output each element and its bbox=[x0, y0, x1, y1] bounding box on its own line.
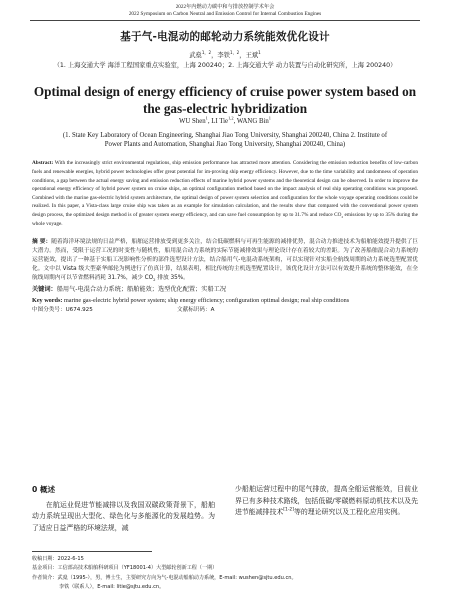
header-line-zh: 2022年内燃动力碳中和与排放控制学术年会 bbox=[175, 4, 275, 10]
header-line-en: 2022 Symposium on Carbon Neutral and Emission Control for Internal Combustion Engines bbox=[128, 11, 322, 18]
author-1-en: WU Shen bbox=[179, 118, 206, 126]
document-code-value: A bbox=[210, 307, 215, 314]
clc-number bbox=[32, 305, 93, 313]
section-0-text-right: 少船舶运营过程中的尾气排放，提高全船运营能效，目前业界已有多种技术路线，包括低碳/零碳燃料原动机技术以及先进节能减排技术 bbox=[235, 485, 418, 517]
abstract-en-label: Abstract: bbox=[32, 160, 54, 167]
affiliation-zh: （1. 上海交通大学 海洋工程国家重点实验室，上海 200240；2. 上海交通大学 动力装置与自动化研究所，上海 200240） bbox=[53, 62, 397, 70]
section-0-paragraph-right bbox=[235, 484, 418, 519]
keywords-zh-label: 关键词： bbox=[32, 285, 57, 293]
keywords-zh-text: 船用气-电混合动力系统；船舶能效；选型优化配置；实船工况 bbox=[56, 285, 227, 293]
left-column bbox=[32, 484, 215, 534]
author-3-en: WANG Bin bbox=[236, 118, 269, 126]
abstract-zh-co2-sub: 2 bbox=[153, 277, 156, 282]
document-code bbox=[177, 305, 214, 313]
abstract-en-text-end: emissions by up to 35% during the whole voyage. bbox=[32, 211, 418, 227]
authors-zh: 武燊$^{1,2}$，李铁$^{1,2}$，王斌$^1$ bbox=[189, 50, 261, 60]
abstract-en-co2-sub: 2 bbox=[341, 215, 344, 220]
right-column bbox=[235, 484, 418, 519]
author-2-zh: 李铁 bbox=[217, 52, 230, 60]
footnote-received: 收稿日期：2022-6-15 bbox=[32, 556, 84, 562]
abstract-zh-text-end: 排放 35%。 bbox=[155, 274, 189, 281]
author-3-en-affil: 1 bbox=[268, 116, 271, 122]
abstract-zh bbox=[32, 238, 418, 283]
footnote-author-info: 作者简介：武燊（1995-），男，博士生，主要研究方向为气-电混动船舶动力系统，E-mail: wushen@sjtu.edu.cn。 bbox=[32, 574, 297, 581]
author-1-en-affil: 1 bbox=[205, 116, 208, 122]
author-2-en: LI Tie bbox=[211, 118, 229, 126]
section-0-paragraph-left: 在航运业促进节能减排以及我国双碳政策背景下，船舶动力系统呈现出大型化、绿色化与多能源化的发展趋势。为了适应日益严格的环境法规，减 bbox=[32, 500, 215, 532]
author-3-zh-affil: 1 bbox=[258, 50, 261, 56]
keywords-zh bbox=[32, 285, 418, 294]
keywords-en-label: Key words: bbox=[32, 296, 63, 304]
header-rule bbox=[30, 20, 420, 21]
author-1-zh: 武燊 bbox=[189, 52, 202, 60]
classification-line bbox=[32, 305, 418, 314]
title-zh: 基于气-电混动的邮轮动力系统能效优化设计 bbox=[120, 31, 330, 44]
section-0-text-right-end: 等的理论研究以及工程化应用实例。 bbox=[294, 508, 405, 517]
author-2-zh-affil: 1，2 bbox=[229, 50, 240, 56]
citation-ref: [1-2] bbox=[283, 507, 295, 513]
author-2-en-affil: 1,2 bbox=[228, 116, 234, 122]
abstract-zh-text: 随着海洋环境法规的日益严格，船舶运营排放受到更多关注，结合低碳燃料与可再生能源的减排优势，混合动力推进技术为船舶能效提升提供了巨大潜力。然而，受限于运营工况的时变性与随机性，船用混合动力系统的实际节能减排效果与理论设计存在着较大的差距。为了改善船舶混合动力系统的运营能效，提出了一种基于实船工况影响性分析的部件选型设计方法，结合船用气-电混动系统架构，可以实现针对实船全航线周期的动力系统选型配置优化。文中以 Vista 级大型豪华邮轮为例进行了仿真计算，结果表明，相比传统的主机选型配置设计，该优化设计方法可以有效提升系统的整体能效，在全航线周期内可以节省燃料消耗 31.7%，减少 CO bbox=[32, 239, 418, 281]
authors-en: WU Shen$^1$, LI Tie$^{1,2}$, WANG Bin$^1$ bbox=[179, 116, 271, 126]
author-1-zh-affil: 1，2 bbox=[201, 50, 212, 56]
section-0-heading: 0 概述 bbox=[32, 485, 56, 494]
keywords-en-text: marine gas-electric hybrid power system; ship energy efficiency; configuration optimal design; real ship conditions bbox=[62, 296, 350, 304]
title-en: Optimal design of energy efficiency of cruise power system based on the gas-electric hybridization bbox=[33, 84, 417, 117]
clc-value: U674.925 bbox=[65, 307, 93, 314]
author-3-zh: 王斌 bbox=[245, 52, 259, 60]
abstract-en-text: With the increasingly strict environmental regulations, ship emission performance has attracted more attention. Considering the emission reduction benefits of low-carbon fuels and renewable energies, hybrid power technologies offer great potential for im-proving ship energy efficiency. However, due to the time variability and randomness of operation conditions, a gap between the actual energy saving and emission reduction effects of marine hybrid power systems and the theoretical design can be observed. In order to improve the operational energy efficiency of hybrid power system on cruise ships, an optimal configuration method based on the impact analysis of real ship operating conditions was proposed. Combined with the marine gas-electric hybrid system architecture, the optimal design of power system selection and configuration for the whole voyage operating conditions could be realized. In this paper, a Vista-class large cruise ship was taken as an example for simulation calculation, and the results show that compared with the conventional power system design process, the optimized design method is of greater system energy efficiency, and can save fuel consumption by up to 31.7% and reduce CO bbox=[32, 160, 418, 218]
clc-label: 中图分类号： bbox=[32, 307, 66, 314]
footnote-fund: 基金项目：工信部高技术船舶科研项目（YF18001-4）大型邮轮创新工程（一期） bbox=[32, 565, 218, 572]
affiliation-en: (1. State Key Laboratory of Ocean Engineering, Shanghai Jiao Tong University, Shanghai 200240, China 2. Institute of Power Plants and Automation, Shanghai Jiao Tong University, Shanghai 200240, China) bbox=[62, 132, 388, 149]
keywords-en bbox=[32, 297, 418, 306]
footnote-contact: 李铁（联系人），E-mail: litie@sjtu.edu.cn。 bbox=[59, 583, 165, 590]
abstract-zh-label: 摘 要： bbox=[32, 239, 52, 246]
running-header bbox=[0, 4, 450, 18]
footnotes bbox=[32, 551, 418, 592]
abstract-en bbox=[32, 159, 418, 228]
document-code-label: 文献标识码： bbox=[177, 307, 211, 314]
footnote-rule bbox=[32, 551, 152, 552]
